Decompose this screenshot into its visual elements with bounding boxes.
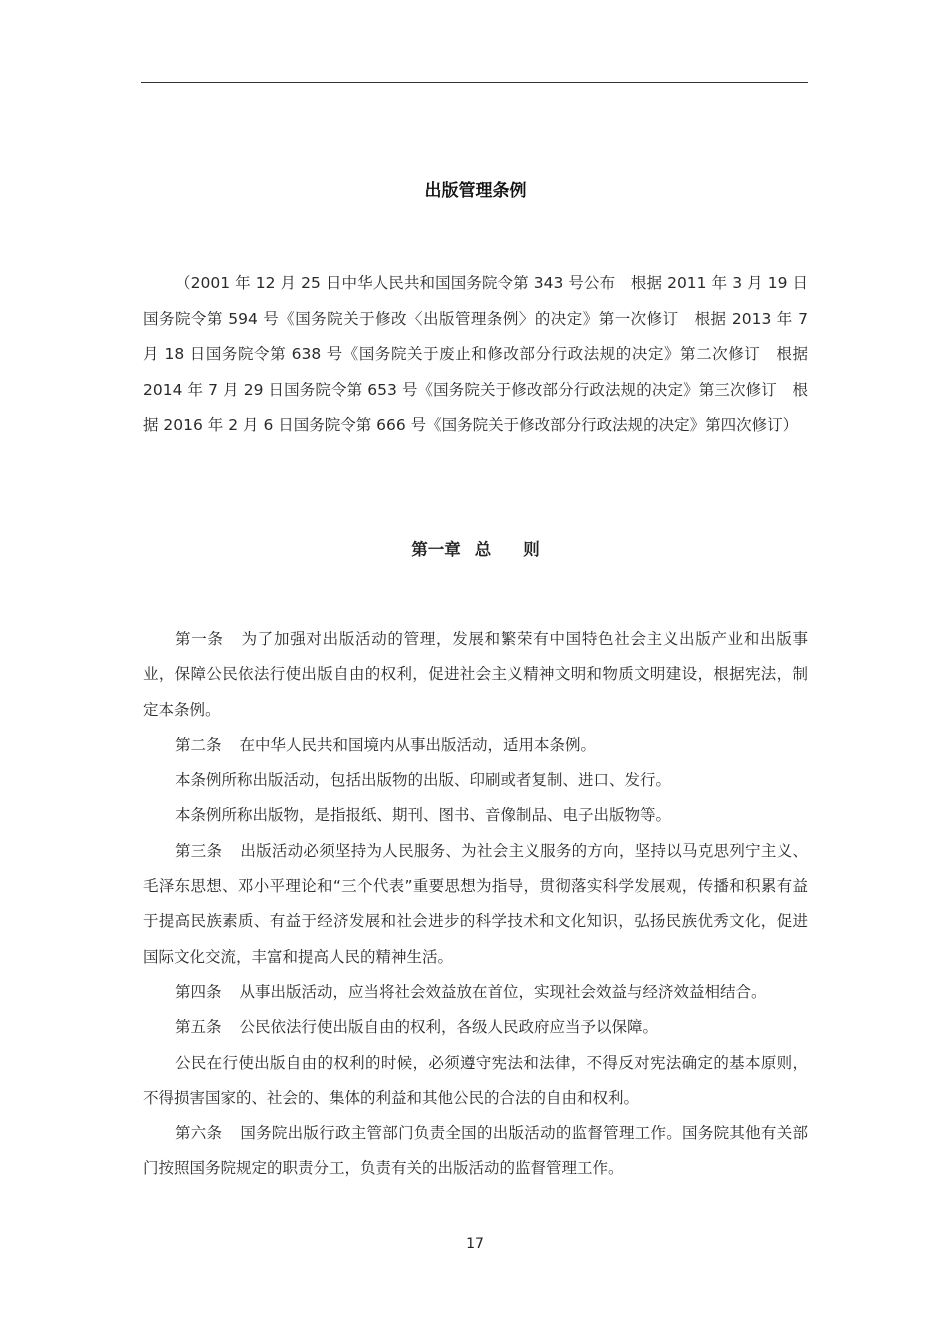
paragraph-text: 本条例所称出版物，是指报纸、期刊、图书、音像制品、电子出版物等。: [175, 806, 672, 825]
paragraph: [143, 1046, 808, 1117]
revision-note: （2001 年 12 月 25 日中华人民共和国国务院令第 343 号公布 根据 2011 年 3 月 19 日国务院令第 594 号《国务院关于修改〈出版管理条例〉的决定》第一次修订 根据 2013 年 7 月 18 日国务院令第 638 号《国务院关于废止和修改部分行政法规的决定》第二次修订 根据 2014 年 7 月 29 日国务院令第 653 号《国务院关于修改部分行政法规的决定》第三次修订 根据 2016 年 2 月 6 日国务院令第 666 号《国务院关于修改部分行政法规的决定》第四次修订）: [143, 274, 808, 434]
paragraph-text: 为了加强对出版活动的管理，发展和繁荣有中国特色社会主义出版产业和出版事业，保障公民依法行使出版自由的权利，促进社会主义精神文明和物质文明建设，根据宪法，制定本条例。: [143, 630, 808, 719]
article-number: 第三条: [175, 841, 223, 860]
article-number: 第五条: [175, 1018, 222, 1037]
paragraph-text: 在中华人民共和国境内从事出版活动，适用本条例。: [239, 735, 597, 754]
paragraph: [143, 728, 808, 763]
paragraph: [143, 975, 808, 1010]
article-number: 第一条: [175, 630, 224, 648]
paragraph-text: 公民在行使出版自由的权利的时候，必须遵守宪法和法律，不得反对宪法确定的基本原则，不得损害国家的、社会的、集体的利益和其他公民的合法的自由和权利。: [143, 1053, 808, 1107]
paragraph: [143, 1010, 808, 1045]
paragraph: [143, 622, 808, 728]
page-number: 17: [466, 1236, 484, 1252]
paragraph-text: 公民依法行使出版自由的权利，各级人民政府应当予以保障。: [239, 1018, 659, 1037]
article-number: 第六条: [175, 1124, 223, 1143]
chapter-name: 总则: [474, 540, 572, 559]
chapter-heading: [143, 536, 808, 560]
paragraph-text: 国务院出版行政主管部门负责全国的出版活动的监督管理工作。国务院其他有关部门按照国务院规定的职责分工，负责有关的出版活动的监督管理工作。: [143, 1124, 808, 1178]
document-title: 出版管理条例: [424, 181, 527, 201]
chapter-number: 第一章: [411, 540, 461, 559]
paragraph: [143, 763, 808, 798]
paragraph-text: 出版活动必须坚持为人民服务、为社会主义服务的方向，坚持以马克思列宁主义、毛泽东思想、邓小平理论和“三个代表”重要思想为指导，贯彻落实科学发展观，传播和积累有益于提高民族素质、有益于经济发展和社会进步的科学技术和文化知识，弘扬民族优秀文化，促进国际文化交流，丰富和提高人民的精神生活。: [143, 841, 808, 966]
article-list: [143, 622, 808, 1187]
paragraph: [143, 798, 808, 833]
paragraph: [143, 1116, 808, 1187]
article-number: 第二条: [175, 735, 222, 754]
paragraph-text: 本条例所称出版活动，包括出版物的出版、印刷或者复制、进口、发行。: [175, 771, 672, 790]
paragraph: [143, 834, 808, 975]
paragraph-text: 从事出版活动，应当将社会效益放在首位，实现社会效益与经济效益相结合。: [239, 982, 767, 1001]
article-number: 第四条: [175, 982, 222, 1001]
header-rule: [141, 82, 808, 83]
